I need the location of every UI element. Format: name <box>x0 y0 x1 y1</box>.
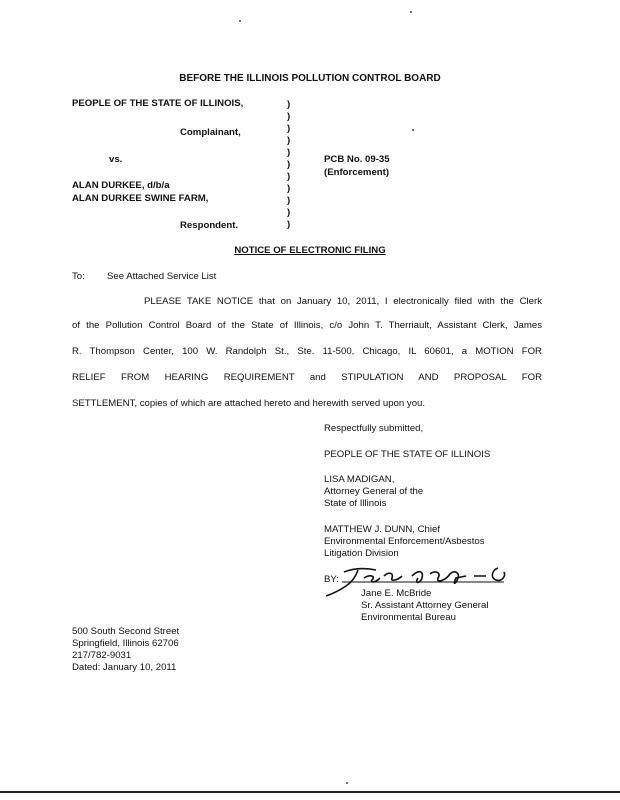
bracket: ) <box>287 159 291 170</box>
bracket: ) <box>287 195 291 206</box>
bracket: ) <box>287 207 291 218</box>
attorney-general-title-2: State of Illinois <box>324 498 387 509</box>
bracket: ) <box>287 135 291 146</box>
by-label: BY: <box>324 574 339 585</box>
address-line-1: 500 South Second Street <box>72 626 180 637</box>
case-type: (Enforcement) <box>324 167 390 178</box>
scan-speck <box>412 129 414 131</box>
notice-title: NOTICE OF ELECTRONIC FILING <box>234 245 386 256</box>
defendant-line1: ALAN DURKEE, d/b/a <box>72 180 170 191</box>
signer-title-1: Sr. Assistant Attorney General <box>361 600 489 611</box>
caption-bracket-column <box>287 99 290 231</box>
bracket: ) <box>287 219 291 230</box>
bracket: ) <box>287 183 291 194</box>
division-chief-title-1: Environmental Enforcement/Asbestos <box>324 536 485 547</box>
plaintiff-role: Complainant, <box>180 127 241 138</box>
attorney-general-title-1: Attorney General of the <box>324 486 424 497</box>
document-heading: BEFORE THE ILLINOIS POLLUTION CONTROL BOARD <box>179 73 441 84</box>
versus-label: vs. <box>109 154 123 165</box>
address-line-2: Springfield, Illinois 62706 <box>72 638 179 649</box>
body-line-3: R. Thompson Center, 100 W. Randolph St., Ste. 11-500, Chicago, IL 60601, a MOTION FOR <box>72 346 542 357</box>
people-of-illinois: PEOPLE OF THE STATE OF ILLINOIS <box>324 449 491 460</box>
body-line-1: PLEASE TAKE NOTICE that on January 10, 2011, I electronically filed with the Clerk <box>144 296 542 307</box>
bracket: ) <box>287 171 291 182</box>
phone-number: 217/782-9031 <box>72 650 132 661</box>
division-chief-name: MATTHEW J. DUNN, Chief <box>324 524 441 535</box>
respectfully-submitted: Respectfully submitted, <box>324 423 424 434</box>
division-chief-title-2: Litigation Division <box>324 548 399 559</box>
signer-title-2: Environmental Bureau <box>361 612 456 623</box>
service-list-ref: See Attached Service List <box>107 271 217 282</box>
body-line-2: of the Pollution Control Board of the State of Illinois, c/o John T. Therriault, Assistant Clerk, James <box>72 320 542 331</box>
bracket: ) <box>287 111 291 122</box>
dated-line: Dated: January 10, 2011 <box>72 662 177 673</box>
attorney-general-name: LISA MADIGAN, <box>324 474 395 485</box>
page-bottom-edge <box>0 791 620 793</box>
bracket: ) <box>287 99 291 110</box>
signer-name: Jane E. McBride <box>361 588 432 599</box>
plaintiff-name: PEOPLE OF THE STATE OF ILLINOIS, <box>72 98 244 109</box>
defendant-line2: ALAN DURKEE SWINE FARM, <box>72 193 209 204</box>
to-label: To: <box>72 271 85 282</box>
case-number: PCB No. 09-35 <box>324 154 390 165</box>
defendant-role: Respondent. <box>180 220 239 231</box>
scan-speck <box>410 11 412 13</box>
scan-speck <box>239 20 241 22</box>
body-line-4: RELIEF FROM HEARING REQUIREMENT and STIPULATION AND PROPOSAL FOR <box>72 372 542 383</box>
bracket: ) <box>287 123 291 134</box>
body-line-5: SETTLEMENT, copies of which are attached hereto and herewith served upon you. <box>72 398 426 409</box>
bracket: ) <box>287 147 291 158</box>
scan-speck <box>346 782 348 784</box>
